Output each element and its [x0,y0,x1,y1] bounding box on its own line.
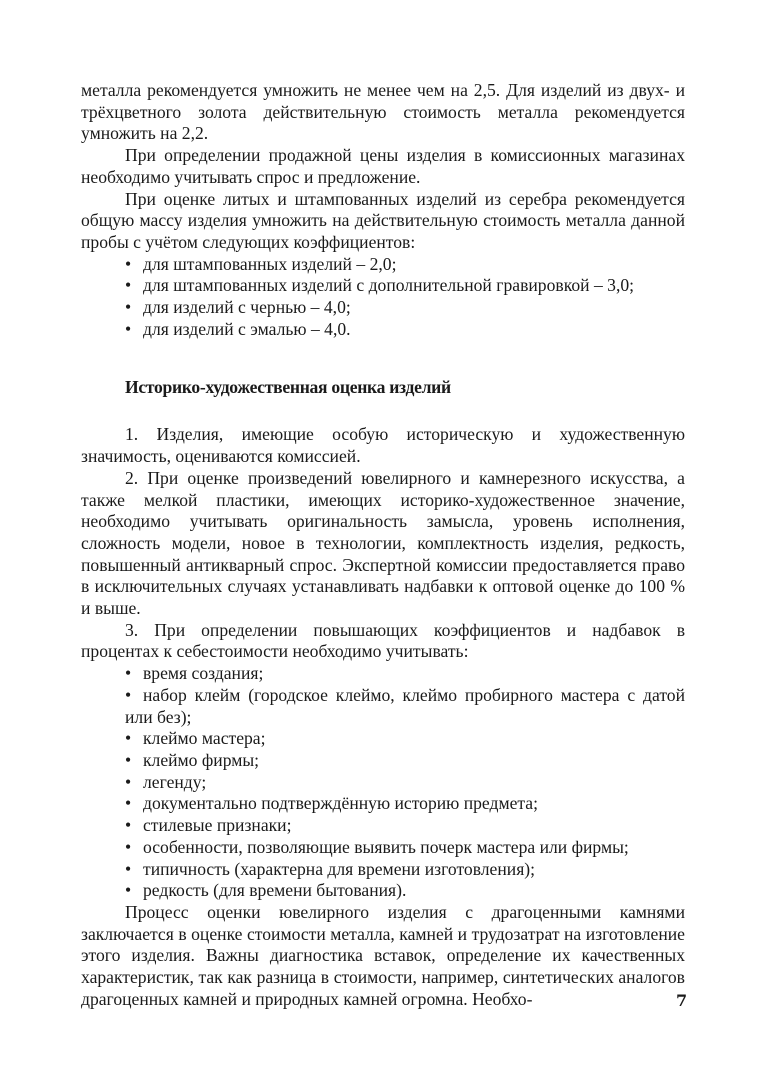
bullet-icon: • [125,836,132,857]
paragraph-item-3: 3. При определении повышающих коэффициентов и надбавок в процентах к себестоимости необходимо учитывать: [81,619,685,662]
paragraph-gold-multiplier: металла рекомендуется умножить не менее чем на 2,5. Для изделий из двух- и трёхцветного золота действительную стоимость металла рекомендуется умножить на 2,2. [81,80,685,144]
spacer [81,398,685,424]
bullet-icon: • [125,858,132,879]
paragraph-silver-valuation: При оценке литых и штампованных изделий из серебра рекомендуется общую массу изделия умножить на действительную стоимость металла данной пробы с учётом следующих коэффициентов: [81,188,685,252]
bullet-icon: • [125,663,132,684]
paragraph-gemstone-process: Процесс оценки ювелирного изделия с драгоценными камнями заключается в оценке стоимости металла, камней и трудозатрат на изготовление этого изделия. Важны диагностика вставок, определение их качественных характеристик, так как разница в стоимости, например, синтетических аналогов драгоценных камней и природных камней огромна. Необхо- [81,901,685,1009]
list-item: • стилевые признаки; [125,815,292,836]
list-item: • для изделий с чернью – 4,0; [81,297,685,319]
list-item: • для штампованных изделий с дополнительной гравировкой – 3,0; [81,275,685,297]
section-heading: Историко-художественная оценка изделий [125,377,451,398]
bullet-icon: • [125,749,132,770]
paragraph-commission-shops: При определении продажной цены изделия в комиссионных магазинах необходимо учитывать спрос и предложение. [81,145,685,187]
list-item: • для изделий с эмалью – 4,0. [81,319,685,341]
paragraph-item-2: 2. При оценке произведений ювелирного и камнерезного искусства, а также мелкой пластики, имеющих историко-художественное значение, необходимо учитывать оригинальность замысла, уровень исполнения, сложность модели, новое в технологии, комплектность изделия, редкость, повышенный антикварный спрос. Экспертной комиссии предоставляется право в исключительных случаях устанавливать надбавки к оптовой оценке до 100 % и выше. [81,467,685,619]
bullet-icon: • [125,684,132,705]
silver-coefficients-list [81,254,685,341]
paragraph-item-1: 1. Изделия, имеющие особую историческую и художественную значимость, оцениваются комиссией. [81,424,685,467]
bullet-icon: • [125,793,132,814]
valuation-factors-list [81,663,685,902]
page-number: 7 [676,991,688,1010]
bullet-icon: • [125,728,132,749]
bullet-icon: • [125,771,132,792]
list-item: • типичность (характерна для времени изготовления); [125,858,536,879]
list-item: • для штампованных изделий – 2,0; [81,254,685,276]
list-item: • клеймо фирмы; [125,749,260,770]
bullet-icon: • [125,880,132,901]
bullet-icon: • [125,815,132,836]
list-item: • особенности, позволяющие выявить почерк мастера или фирмы; [125,836,629,857]
list-item: • редкость (для времени бытования). [125,880,407,901]
list-item: • легенду; [125,771,207,792]
list-item: • время создания; [125,663,264,684]
list-item: • клеймо мастера; [125,728,266,749]
list-item: • документально подтверждённую историю предмета; [125,793,539,814]
list-item: • набор клейм (городское клеймо, клеймо пробирного мастера с датой или без); [125,684,685,727]
document-page [81,80,688,1010]
